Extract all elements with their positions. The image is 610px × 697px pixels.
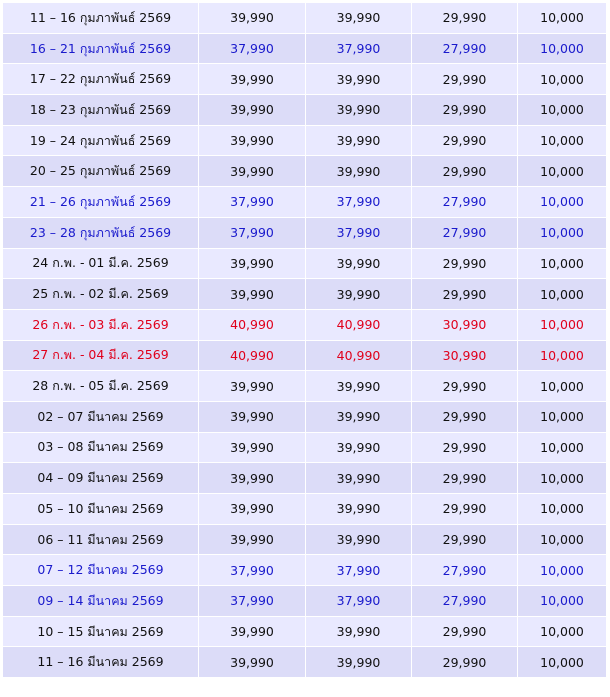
price-cell: 10,000 — [518, 647, 607, 678]
price-cell: 40,990 — [306, 309, 412, 340]
price-cell: 10,000 — [518, 494, 607, 525]
table-row — [3, 371, 607, 402]
price-cell: 10,000 — [518, 432, 607, 463]
table-row — [3, 187, 607, 218]
price-cell: 29,990 — [412, 371, 518, 402]
table-row — [3, 156, 607, 187]
travel-date-cell: 04 – 09 มีนาคม 2569 — [3, 463, 199, 494]
travel-date-cell: 07 – 12 มีนาคม 2569 — [3, 555, 199, 586]
travel-date-cell: 16 – 21 กุมภาพันธ์ 2569 — [3, 33, 199, 64]
price-cell: 30,990 — [412, 340, 518, 371]
table-row — [3, 616, 607, 647]
travel-date-cell: 06 – 11 มีนาคม 2569 — [3, 524, 199, 555]
price-cell: 37,990 — [199, 187, 306, 218]
price-cell: 40,990 — [199, 340, 306, 371]
table-row — [3, 125, 607, 156]
price-cell: 29,990 — [412, 3, 518, 34]
price-cell: 27,990 — [412, 33, 518, 64]
table-row — [3, 432, 607, 463]
price-cell: 10,000 — [518, 401, 607, 432]
price-cell: 39,990 — [199, 432, 306, 463]
table-row — [3, 494, 607, 525]
price-cell: 29,990 — [412, 647, 518, 678]
price-cell: 39,990 — [199, 279, 306, 310]
price-cell: 39,990 — [306, 3, 412, 34]
price-cell: 10,000 — [518, 524, 607, 555]
price-cell: 10,000 — [518, 279, 607, 310]
table-row — [3, 401, 607, 432]
travel-date-cell: 05 – 10 มีนาคม 2569 — [3, 494, 199, 525]
price-cell: 29,990 — [412, 463, 518, 494]
price-cell: 39,990 — [306, 647, 412, 678]
price-cell: 10,000 — [518, 125, 607, 156]
price-cell: 29,990 — [412, 432, 518, 463]
travel-date-cell: 25 ก.พ. - 02 มี.ค. 2569 — [3, 279, 199, 310]
price-cell: 10,000 — [518, 3, 607, 34]
price-cell: 39,990 — [306, 279, 412, 310]
price-cell: 39,990 — [199, 463, 306, 494]
travel-date-cell: 18 – 23 กุมภาพันธ์ 2569 — [3, 95, 199, 126]
price-cell: 40,990 — [199, 309, 306, 340]
travel-date-cell: 24 ก.พ. - 01 มี.ค. 2569 — [3, 248, 199, 279]
table-row — [3, 524, 607, 555]
table-row — [3, 279, 607, 310]
travel-date-cell: 02 – 07 มีนาคม 2569 — [3, 401, 199, 432]
price-cell: 39,990 — [306, 463, 412, 494]
price-cell: 37,990 — [199, 33, 306, 64]
price-cell: 39,990 — [306, 95, 412, 126]
price-cell: 39,990 — [199, 64, 306, 95]
price-table — [2, 2, 607, 678]
price-cell: 27,990 — [412, 586, 518, 617]
travel-date-cell: 27 ก.พ. - 04 มี.ค. 2569 — [3, 340, 199, 371]
price-cell: 10,000 — [518, 95, 607, 126]
table-row — [3, 64, 607, 95]
price-cell: 39,990 — [199, 616, 306, 647]
price-cell: 39,990 — [199, 401, 306, 432]
price-cell: 39,990 — [306, 125, 412, 156]
price-cell: 39,990 — [199, 95, 306, 126]
travel-date-cell: 10 – 15 มีนาคม 2569 — [3, 616, 199, 647]
price-cell: 10,000 — [518, 463, 607, 494]
price-cell: 10,000 — [518, 555, 607, 586]
table-row — [3, 217, 607, 248]
price-cell: 39,990 — [306, 248, 412, 279]
table-row — [3, 586, 607, 617]
price-cell: 29,990 — [412, 64, 518, 95]
price-cell: 37,990 — [306, 217, 412, 248]
travel-date-cell: 11 – 16 มีนาคม 2569 — [3, 647, 199, 678]
price-cell: 29,990 — [412, 95, 518, 126]
table-row — [3, 309, 607, 340]
table-row — [3, 555, 607, 586]
table-row — [3, 248, 607, 279]
price-cell: 10,000 — [518, 187, 607, 218]
price-cell: 27,990 — [412, 217, 518, 248]
price-cell: 29,990 — [412, 279, 518, 310]
price-cell: 37,990 — [306, 187, 412, 218]
price-cell: 27,990 — [412, 555, 518, 586]
price-cell: 10,000 — [518, 371, 607, 402]
price-cell: 39,990 — [306, 494, 412, 525]
price-cell: 10,000 — [518, 33, 607, 64]
price-cell: 39,990 — [306, 432, 412, 463]
price-cell: 39,990 — [199, 494, 306, 525]
price-cell: 10,000 — [518, 217, 607, 248]
price-cell: 39,990 — [306, 401, 412, 432]
price-cell: 39,990 — [199, 156, 306, 187]
price-cell: 30,990 — [412, 309, 518, 340]
price-cell: 37,990 — [199, 586, 306, 617]
price-cell: 10,000 — [518, 616, 607, 647]
price-cell: 10,000 — [518, 309, 607, 340]
price-table-body — [3, 3, 607, 678]
price-cell: 29,990 — [412, 401, 518, 432]
price-cell: 29,990 — [412, 494, 518, 525]
price-cell: 37,990 — [306, 33, 412, 64]
price-cell: 39,990 — [306, 371, 412, 402]
price-cell: 10,000 — [518, 64, 607, 95]
price-cell: 10,000 — [518, 586, 607, 617]
travel-date-cell: 19 – 24 กุมภาพันธ์ 2569 — [3, 125, 199, 156]
price-cell: 37,990 — [199, 555, 306, 586]
price-cell: 37,990 — [306, 586, 412, 617]
price-cell: 29,990 — [412, 125, 518, 156]
price-cell: 29,990 — [412, 248, 518, 279]
price-cell: 39,990 — [306, 64, 412, 95]
price-cell: 39,990 — [306, 524, 412, 555]
price-cell: 10,000 — [518, 156, 607, 187]
price-cell: 39,990 — [199, 248, 306, 279]
price-cell: 27,990 — [412, 187, 518, 218]
travel-date-cell: 23 – 28 กุมภาพันธ์ 2569 — [3, 217, 199, 248]
table-row — [3, 647, 607, 678]
travel-date-cell: 20 – 25 กุมภาพันธ์ 2569 — [3, 156, 199, 187]
table-row — [3, 33, 607, 64]
travel-date-cell: 11 – 16 กุมภาพันธ์ 2569 — [3, 3, 199, 34]
price-cell: 29,990 — [412, 524, 518, 555]
table-row — [3, 3, 607, 34]
price-cell: 37,990 — [306, 555, 412, 586]
price-cell: 40,990 — [306, 340, 412, 371]
travel-date-cell: 03 – 08 มีนาคม 2569 — [3, 432, 199, 463]
price-cell: 39,990 — [306, 156, 412, 187]
price-cell: 10,000 — [518, 340, 607, 371]
price-cell: 37,990 — [199, 217, 306, 248]
table-row — [3, 463, 607, 494]
travel-date-cell: 21 – 26 กุมภาพันธ์ 2569 — [3, 187, 199, 218]
price-cell: 10,000 — [518, 248, 607, 279]
table-row — [3, 95, 607, 126]
price-cell: 39,990 — [199, 125, 306, 156]
travel-date-cell: 09 – 14 มีนาคม 2569 — [3, 586, 199, 617]
price-cell: 29,990 — [412, 616, 518, 647]
travel-date-cell: 28 ก.พ. - 05 มี.ค. 2569 — [3, 371, 199, 402]
price-cell: 39,990 — [199, 647, 306, 678]
travel-date-cell: 17 – 22 กุมภาพันธ์ 2569 — [3, 64, 199, 95]
price-cell: 29,990 — [412, 156, 518, 187]
travel-date-cell: 26 ก.พ. - 03 มี.ค. 2569 — [3, 309, 199, 340]
price-cell: 39,990 — [306, 616, 412, 647]
price-cell: 39,990 — [199, 524, 306, 555]
price-cell: 39,990 — [199, 3, 306, 34]
price-cell: 39,990 — [199, 371, 306, 402]
table-row — [3, 340, 607, 371]
